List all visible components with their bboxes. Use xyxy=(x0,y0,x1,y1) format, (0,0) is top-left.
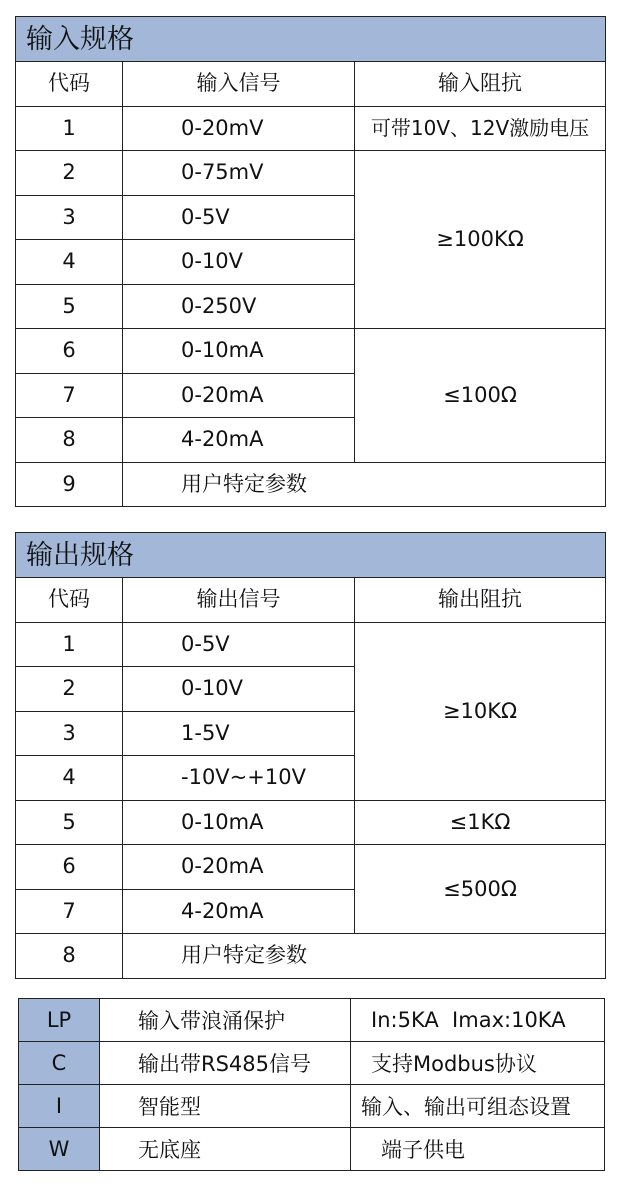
option-row xyxy=(19,1085,605,1128)
row-signal: 0-5V xyxy=(123,195,355,240)
table-row xyxy=(16,934,606,979)
row-code: 3 xyxy=(16,711,123,756)
table-row xyxy=(16,329,606,374)
header-impedance: 输出阻抗 xyxy=(355,578,606,623)
option-code: C xyxy=(19,1042,100,1085)
input-spec-table xyxy=(15,16,606,507)
option-feature: 输出带RS485信号 xyxy=(100,1042,351,1085)
option-note: 端子供电 xyxy=(351,1128,605,1171)
row-signal: 0-10mA xyxy=(123,329,355,374)
row-signal: 用户特定参数 xyxy=(123,462,606,507)
option-feature: 智能型 xyxy=(100,1085,351,1128)
row-code: 7 xyxy=(16,373,123,418)
row-signal: 0-250V xyxy=(123,284,355,329)
row-code: 1 xyxy=(16,622,123,667)
option-note: In:5KA Imax:10KA xyxy=(351,999,605,1042)
header-code: 代码 xyxy=(16,578,123,623)
impedance-cell: ≤500Ω xyxy=(355,845,606,934)
row-signal: 1-5V xyxy=(123,711,355,756)
row-code: 6 xyxy=(16,329,123,374)
option-note: 支持Modbus协议 xyxy=(351,1042,605,1085)
table-row xyxy=(16,151,606,196)
header-signal: 输出信号 xyxy=(123,578,355,623)
row-signal: 4-20mA xyxy=(123,889,355,934)
row-code: 1 xyxy=(16,106,123,151)
row-code: 8 xyxy=(16,934,123,979)
option-feature: 无底座 xyxy=(100,1128,351,1171)
row-signal: 0-10V xyxy=(123,667,355,712)
impedance-cell: 可带10V、12V激励电压 xyxy=(355,106,606,151)
impedance-cell: ≤100Ω xyxy=(355,329,606,463)
row-signal: 0-20mA xyxy=(123,845,355,890)
impedance-cell: ≥100KΩ xyxy=(355,151,606,329)
option-feature: 输入带浪涌保护 xyxy=(100,999,351,1042)
header-code: 代码 xyxy=(16,62,123,107)
row-signal: 0-5V xyxy=(123,622,355,667)
options-table xyxy=(18,998,605,1171)
row-code: 9 xyxy=(16,462,123,507)
table-row xyxy=(16,845,606,890)
table-row xyxy=(16,622,606,667)
row-signal: 0-10mA xyxy=(123,800,355,845)
row-signal: 0-20mV xyxy=(123,106,355,151)
row-signal: 用户特定参数 xyxy=(123,934,606,979)
option-row xyxy=(19,1042,605,1085)
row-code: 4 xyxy=(16,240,123,285)
row-signal: 0-75mV xyxy=(123,151,355,196)
row-signal: 4-20mA xyxy=(123,418,355,463)
header-impedance: 输入阻抗 xyxy=(355,62,606,107)
option-row xyxy=(19,1128,605,1171)
row-code: 8 xyxy=(16,418,123,463)
row-signal: -10V~+10V xyxy=(123,756,355,801)
table-header-row xyxy=(16,62,606,107)
row-code: 5 xyxy=(16,800,123,845)
option-note: 输入、输出可组态设置 xyxy=(351,1085,605,1128)
row-signal: 0-10V xyxy=(123,240,355,285)
input-spec-title: 输入规格 xyxy=(16,17,606,62)
row-code: 2 xyxy=(16,667,123,712)
table-row xyxy=(16,462,606,507)
option-code: W xyxy=(19,1128,100,1171)
table-row xyxy=(16,800,606,845)
option-code: I xyxy=(19,1085,100,1128)
impedance-cell: ≥10KΩ xyxy=(355,622,606,800)
table-header-row xyxy=(16,578,606,623)
row-code: 6 xyxy=(16,845,123,890)
option-row xyxy=(19,999,605,1042)
header-signal: 输入信号 xyxy=(123,62,355,107)
output-spec-title: 输出规格 xyxy=(16,533,606,578)
table-row xyxy=(16,106,606,151)
row-code: 7 xyxy=(16,889,123,934)
output-spec-table xyxy=(15,532,606,979)
row-code: 2 xyxy=(16,151,123,196)
impedance-cell: ≤1KΩ xyxy=(355,800,606,845)
row-code: 3 xyxy=(16,195,123,240)
row-signal: 0-20mA xyxy=(123,373,355,418)
row-code: 5 xyxy=(16,284,123,329)
option-code: LP xyxy=(19,999,100,1042)
row-code: 4 xyxy=(16,756,123,801)
